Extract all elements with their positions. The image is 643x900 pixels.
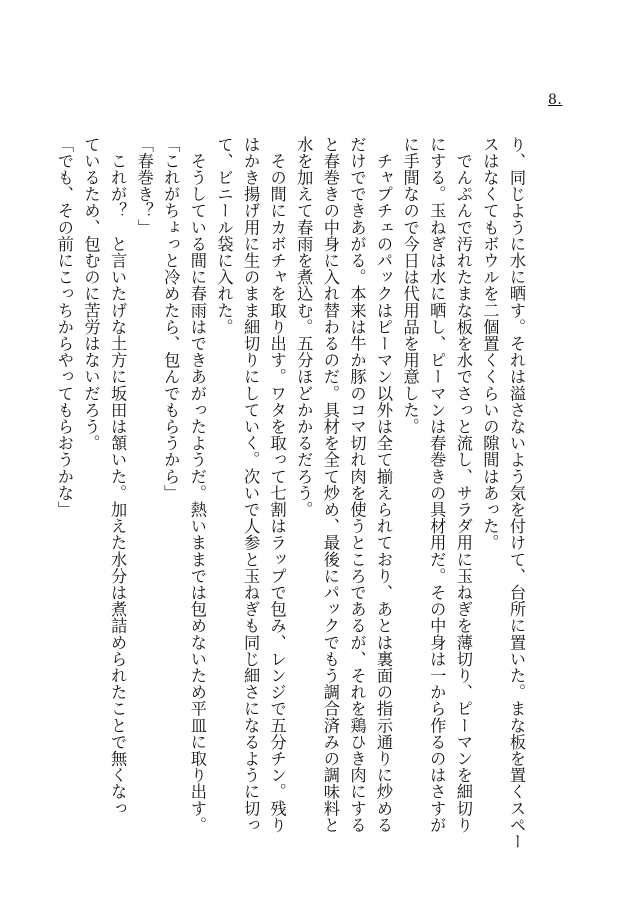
text-line: 「でも、その前にこっちからやってもらおうかな」 (54, 136, 74, 518)
text-line: り、同じように水に晒す。それは溢さないよう気を付けて、台所に置いた。まな板を置くスペー (507, 136, 526, 850)
page-number: 8. (548, 92, 563, 108)
text-line: はかき揚げ用に生のまま細切りにしていく。次いで人参と玉ねぎも同じ細さになるように切っ (241, 136, 261, 834)
body-text (50, 136, 529, 850)
text-line: だけでできあがる。本来は牛か豚のコマ切れ肉を使うところであるが、それを鶏ひき肉にする (347, 136, 367, 834)
text-line: これが？ と言いたげな土方に坂田は頷いた。加えた水分は煮詰められたことで無くなっ (108, 136, 128, 817)
text-line: にする。玉ねぎは水に晒し、ピーマンは春巻きの具材用だ。その中身は一から作るのはさすが (427, 136, 447, 834)
text-line: と春巻きの中身に入れ替わるのだ。具材を全て炒め、最後にパックでもう調合済みの調味料と (320, 136, 340, 834)
text-line: その間にカボチャを取り出す。ワタを取って七割はラップで包み、レンジで五分チン。残り (267, 136, 287, 834)
text-line: でんぷんで汚れたまな板を水でさっと流し、サラダ用に玉ねぎを薄切り、ピーマンを細切り (453, 136, 473, 834)
text-line: に手間なので今日は代用品を用意した。 (400, 136, 420, 435)
text-line: 水を加えて春雨を煮込む。五分ほどかかるだろう。 (294, 136, 314, 518)
text-line: スはなくてもボウルを二個置くくらいの隙間はあった。 (480, 136, 500, 551)
text-line: そうしている間に春雨はできあがったようだ。熱いままでは包めないため平皿に取り出す。 (187, 136, 207, 834)
text-line: て、ビニール袋に入れた。 (214, 136, 234, 336)
text-line: 「春巻き？」 (134, 136, 154, 236)
text-line: ているため、包むのに苦労はないだろう。 (81, 136, 101, 452)
text-line: 「これがちょっと冷めたら、包んでもらうから」 (161, 136, 181, 502)
text-line: チャプチェのパックはピーマン以外は全て揃えられており、あとは裏面の指示通りに炒める (374, 136, 394, 834)
